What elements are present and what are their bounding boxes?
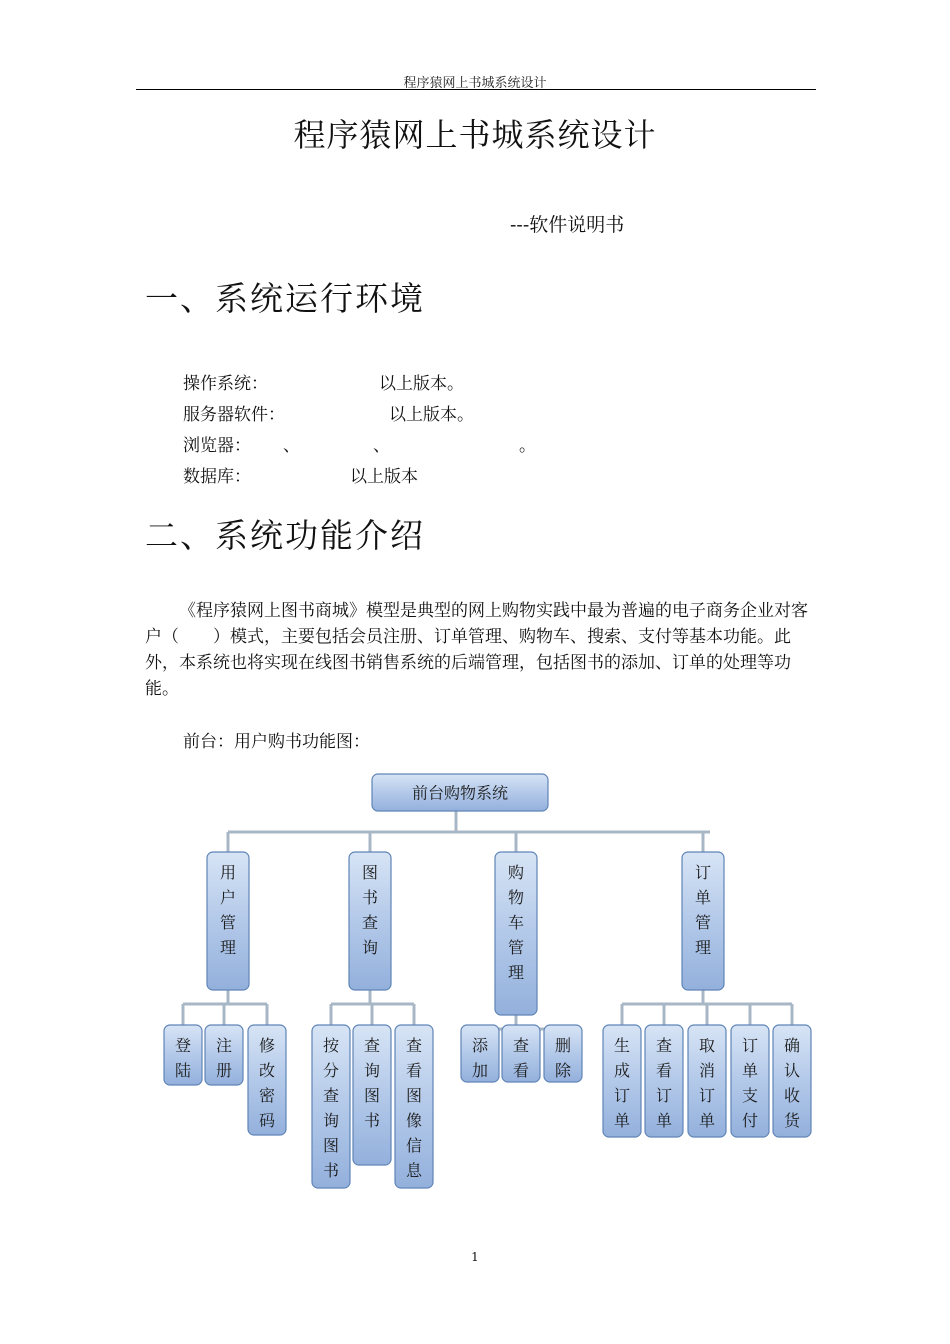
- node-label: 修改密码: [258, 1036, 276, 1130]
- branch-node: [207, 852, 249, 990]
- leaf-node: [645, 1025, 683, 1137]
- node-label: 订单支付: [741, 1036, 759, 1130]
- env-value: 以上版本: [350, 467, 418, 487]
- node-label: 查询图书: [363, 1036, 381, 1130]
- leaf-node: [248, 1025, 286, 1135]
- branch-node: [349, 852, 391, 990]
- diagram-caption: 前台：用户购书功能图：: [183, 732, 370, 752]
- page-number: 1: [471, 1250, 479, 1264]
- node-label: 查看订单: [655, 1036, 673, 1130]
- node-label: 确认收货: [783, 1036, 801, 1130]
- node-label: 生成订单: [613, 1036, 631, 1130]
- leaf-node: [603, 1025, 641, 1137]
- node-label: 查看: [512, 1036, 530, 1080]
- leaf-node: [688, 1025, 726, 1137]
- node-label: 前台购物系统: [411, 783, 509, 803]
- leaf-node: [731, 1025, 769, 1137]
- env-label: 浏览器：: [183, 436, 251, 456]
- node-label: 登陆: [174, 1036, 192, 1080]
- running-header: 程序猿网上书城系统设计: [403, 76, 547, 91]
- env-label: 操作系统：: [183, 374, 268, 394]
- leaf-node: [395, 1025, 433, 1188]
- node-label: 订单管理: [694, 863, 712, 957]
- node-label: 添加: [471, 1036, 489, 1080]
- node-label: 用户管理: [219, 863, 237, 957]
- env-label: 数据库：: [183, 467, 251, 487]
- env-separator: 、: [283, 436, 300, 456]
- document-title: 程序猿网上书城系统设计: [293, 116, 657, 154]
- env-separator: 、: [373, 436, 390, 456]
- leaf-node: [544, 1025, 582, 1082]
- node-label: 取消订单: [698, 1036, 716, 1130]
- env-value: 以上版本。: [389, 405, 474, 425]
- node-label: 购物车管理: [507, 863, 525, 982]
- node-label: 查看图像信息: [405, 1036, 423, 1180]
- leaf-node: [353, 1025, 391, 1165]
- leaf-node: [502, 1025, 540, 1082]
- section-heading-environment: 一、系统运行环境: [145, 279, 425, 318]
- node-label: 按分查询图书: [322, 1036, 340, 1180]
- node-label: 图书查询: [361, 863, 379, 957]
- node-label: 注册: [215, 1036, 233, 1080]
- branch-node: [682, 852, 724, 990]
- root-node: [372, 774, 548, 811]
- env-label: 服务器软件：: [183, 405, 285, 425]
- leaf-node: [205, 1025, 243, 1085]
- leaf-node: [312, 1025, 350, 1188]
- leaf-node: [773, 1025, 811, 1137]
- env-separator: 。: [519, 436, 536, 456]
- leaf-node: [164, 1025, 202, 1085]
- branch-node: [495, 852, 537, 1015]
- section-heading-features: 二、系统功能介绍: [145, 516, 425, 555]
- node-label: 删除: [554, 1036, 572, 1080]
- intro-paragraph: 《程序猿网上图书商城》模型是典型的网上购物实践中最为普遍的电子商务企业对客户（ ）模式，主要包括会员注册、订单管理、购物车、搜索、支付等基本功能。此外，本系统也将实现在线图书销售系统的后端管理，包括图书的添加、订单的处理等功能。: [145, 601, 808, 699]
- document-subtitle: ---软件说明书: [510, 214, 625, 236]
- leaf-node: [461, 1025, 499, 1082]
- env-value: 以上版本。: [379, 374, 464, 394]
